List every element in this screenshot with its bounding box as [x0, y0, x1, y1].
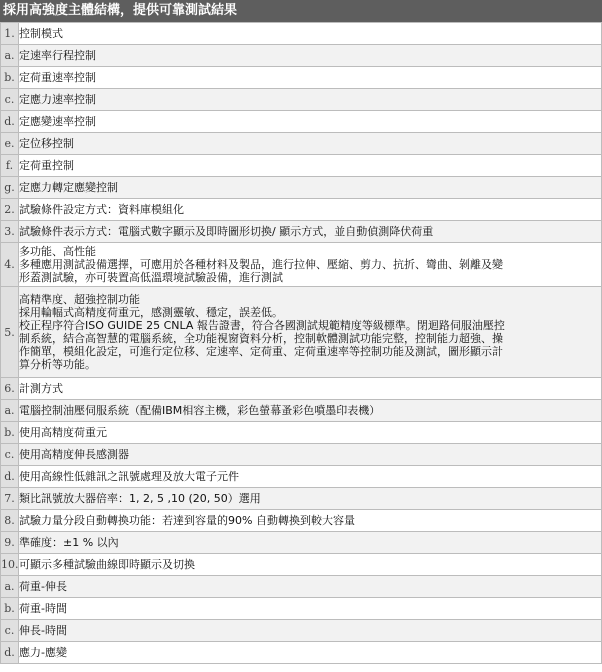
spec-row [1, 287, 602, 378]
row-text-line: 制系統，結合高智慧的電腦系統，全功能視窗資料分析，控制軟體測試功能完整，控制能力超強、操 [19, 332, 503, 345]
row-text-line: 類比訊號放大器倍率：1, 2, 5 ,10 (20, 50）選用 [19, 492, 261, 505]
row-marker: b. [1, 422, 19, 444]
section-title: 採用高強度主體結構，提供可靠測試結果 [0, 0, 602, 22]
row-text [19, 23, 602, 45]
row-text-line: 定速率行程控制 [19, 49, 96, 62]
row-text-line: 採用輪幅式高精度荷重元，感測靈敏、穩定，誤差低。 [19, 306, 283, 319]
row-text-line: 試驗條件表示方式：電腦式數字顯示及即時圖形切換/ 顯示方式，並自動偵測降伏荷重 [19, 225, 434, 238]
row-text [19, 422, 602, 444]
row-marker: c. [1, 444, 19, 466]
spec-row [1, 620, 602, 642]
spec-row [1, 133, 602, 155]
spec-row [1, 554, 602, 576]
spec-row [1, 576, 602, 598]
spec-row [1, 422, 602, 444]
row-text [19, 598, 602, 620]
row-marker: f. [1, 155, 19, 177]
spec-row [1, 45, 602, 67]
row-text-line: 應力-應變 [19, 646, 67, 659]
spec-row [1, 199, 602, 221]
row-text [19, 155, 602, 177]
row-marker: 4. [1, 243, 19, 287]
row-text-line: 高精準度、超強控制功能 [19, 293, 140, 306]
row-marker: 7. [1, 488, 19, 510]
row-text-line: 荷重-時間 [19, 602, 67, 615]
row-text-line: 可顯示多種試驗曲線即時顯示及切換 [19, 558, 195, 571]
row-text [19, 243, 602, 287]
row-text [19, 111, 602, 133]
row-marker: a. [1, 576, 19, 598]
row-text-line: 多功能、高性能 [19, 245, 96, 258]
row-text [19, 576, 602, 598]
row-text-line: 定荷重控制 [19, 159, 74, 172]
row-text [19, 287, 602, 378]
row-text [19, 642, 602, 664]
row-text-line: 試驗條件設定方式：資料庫模組化 [19, 203, 184, 216]
spec-row [1, 598, 602, 620]
row-text [19, 466, 602, 488]
row-text-line: 形蓋測試驗，亦可裝置高低溫環境試驗設備，進行測試 [19, 271, 283, 284]
row-text [19, 400, 602, 422]
spec-row [1, 466, 602, 488]
spec-row [1, 444, 602, 466]
row-text [19, 221, 602, 243]
spec-row [1, 67, 602, 89]
row-text [19, 532, 602, 554]
row-marker: 1. [1, 23, 19, 45]
row-marker: e. [1, 133, 19, 155]
row-marker: a. [1, 45, 19, 67]
spec-row [1, 510, 602, 532]
row-text [19, 199, 602, 221]
row-text-line: 準確度：±1 % 以內 [19, 536, 119, 549]
row-marker: 6. [1, 378, 19, 400]
row-marker: d. [1, 466, 19, 488]
row-marker: c. [1, 620, 19, 642]
row-marker: 5. [1, 287, 19, 378]
spec-row [1, 221, 602, 243]
row-text-line: 作簡單，模組化設定，可進行定位移、定速率、定荷重、定荷重速率等控制功能及測試，圖形顯示計 [19, 345, 503, 358]
spec-row [1, 532, 602, 554]
row-text-line: 使用高精度伸長感測器 [19, 448, 129, 461]
row-text [19, 67, 602, 89]
row-text-line: 定應變速率控制 [19, 115, 96, 128]
row-text-line: 定位移控制 [19, 137, 74, 150]
row-marker: 9. [1, 532, 19, 554]
row-text-line: 定應力轉定應變控制 [19, 181, 118, 194]
spec-row [1, 89, 602, 111]
row-text-line: 電腦控制油壓伺服系統（配備IBM相容主機，彩色螢幕蚤彩色噴墨印表機） [19, 404, 381, 417]
row-text-line: 控制模式 [19, 27, 63, 40]
spec-row [1, 177, 602, 199]
row-text [19, 488, 602, 510]
row-marker: c. [1, 89, 19, 111]
row-text-line: 荷重-伸長 [19, 580, 67, 593]
row-marker: d. [1, 111, 19, 133]
row-marker: 3. [1, 221, 19, 243]
row-text-line: 校正程序符合ISO GUIDE 25 CNLA 報告證書，符合各國測試規範精度等級標準。閉迴路伺服油壓控 [19, 319, 505, 332]
row-text-line: 伸長-時間 [19, 624, 67, 637]
row-text-line: 定應力速率控制 [19, 93, 96, 106]
spec-row [1, 378, 602, 400]
spec-row [1, 23, 602, 45]
row-text-line: 算分析等功能。 [19, 358, 96, 371]
row-text [19, 133, 602, 155]
spec-row [1, 111, 602, 133]
spec-row [1, 488, 602, 510]
row-text-line: 多種應用測試設備選擇，可應用於各種材料及製品，進行拉伸、壓縮、剪力、抗折、彎曲、剝離及變 [19, 258, 503, 271]
row-text [19, 510, 602, 532]
row-marker: g. [1, 177, 19, 199]
row-marker: b. [1, 67, 19, 89]
spec-table-body [1, 23, 602, 664]
row-text [19, 89, 602, 111]
row-marker: b. [1, 598, 19, 620]
row-text-line: 試驗力量分段自動轉換功能：若達到容量的90% 自動轉換到較大容量 [19, 514, 355, 527]
row-text-line: 使用高精度荷重元 [19, 426, 107, 439]
row-text-line: 計測方式 [19, 382, 63, 395]
row-text [19, 620, 602, 642]
row-marker: a. [1, 400, 19, 422]
row-text [19, 378, 602, 400]
row-text [19, 444, 602, 466]
spec-row [1, 400, 602, 422]
row-marker: 10. [1, 554, 19, 576]
row-text [19, 554, 602, 576]
spec-row [1, 642, 602, 664]
row-text [19, 177, 602, 199]
row-text [19, 45, 602, 67]
row-marker: 8. [1, 510, 19, 532]
row-marker: 2. [1, 199, 19, 221]
spec-row [1, 243, 602, 287]
spec-row [1, 155, 602, 177]
row-text-line: 使用高線性低雜訊之訊號處理及放大電子元件 [19, 470, 239, 483]
row-marker: d. [1, 642, 19, 664]
row-text-line: 定荷重速率控制 [19, 71, 96, 84]
spec-table [0, 22, 602, 664]
